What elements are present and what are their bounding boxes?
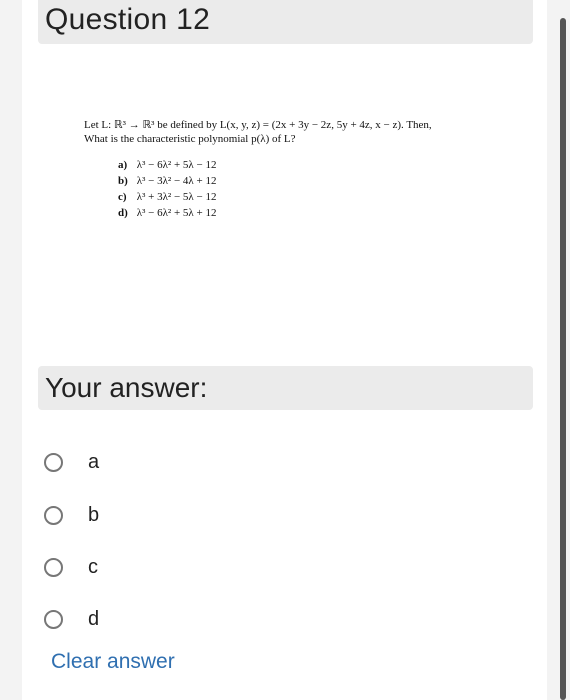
answer-choice-d[interactable]	[44, 606, 99, 632]
answer-choice-label[interactable]: d	[88, 607, 100, 630]
scrollbar[interactable]	[560, 18, 566, 700]
option-d	[118, 205, 216, 221]
answer-choice-label[interactable]: c	[88, 555, 98, 578]
radio-button[interactable]	[44, 558, 63, 577]
answer-choice-c[interactable]	[44, 554, 98, 580]
question-line-2: What is the characteristic polynomial p(λ) of L?	[84, 133, 296, 145]
answer-choice-b[interactable]	[44, 502, 99, 528]
option-letter: a)	[118, 159, 128, 171]
option-letter: b)	[118, 175, 128, 187]
option-letter: d)	[118, 207, 128, 219]
option-a	[118, 157, 216, 173]
question-card	[22, 0, 547, 700]
question-title: Question 12	[45, 3, 211, 36]
option-text: λ³ − 6λ² + 5λ − 12	[136, 159, 217, 171]
option-list	[118, 157, 216, 221]
answer-choice-label[interactable]: a	[88, 450, 100, 473]
option-text: λ³ − 6λ² + 5λ + 12	[136, 207, 217, 219]
radio-button[interactable]	[44, 506, 63, 525]
answer-choice-label[interactable]: b	[88, 503, 100, 526]
radio-button[interactable]	[44, 610, 63, 629]
clear-answer-link[interactable]: Clear answer	[51, 650, 175, 673]
answer-choice-a[interactable]	[44, 449, 99, 475]
radio-button[interactable]	[44, 453, 63, 472]
option-text: λ³ − 3λ² − 4λ + 12	[136, 175, 217, 187]
question-line-1: Let L: ℝ³ → ℝ³ be defined by L(x, y, z) = (2x + 3y − 2z, 5y + 4z, x − z). Then,	[84, 119, 432, 131]
question-text	[84, 118, 524, 146]
answer-title: Your answer:	[45, 372, 208, 403]
option-c	[118, 189, 216, 205]
option-letter: c)	[118, 191, 127, 203]
option-b	[118, 173, 216, 189]
option-text: λ³ + 3λ² − 5λ − 12	[136, 191, 217, 203]
